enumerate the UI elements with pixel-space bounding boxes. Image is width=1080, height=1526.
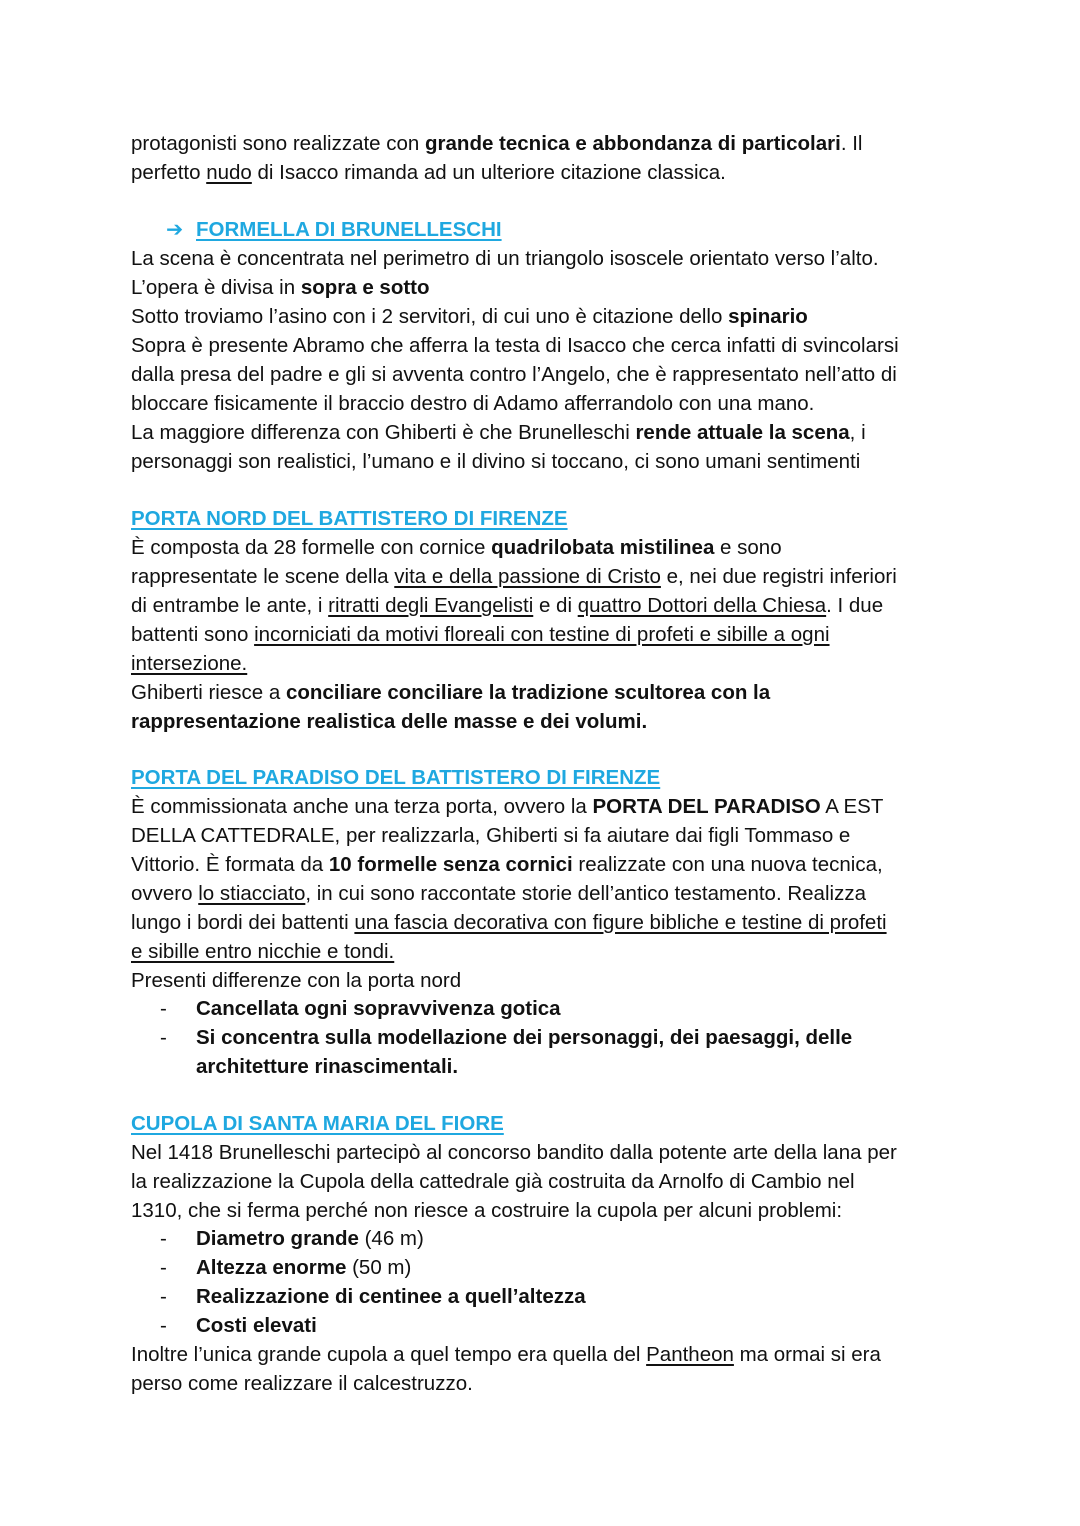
porta-paradiso-line-1: È commissionata anche una terza porta, ovvero la PORTA DEL PARADISO A EST: [131, 795, 884, 818]
brunelleschi-line-6: bloccare fisicamente il braccio destro di Adamo afferrandolo con una mano.: [131, 392, 815, 415]
porta-nord-line-7: rappresentazione realistica delle masse e dei volumi.: [131, 710, 648, 733]
cupola-heading: CUPOLA DI SANTA MARIA DEL FIORE: [131, 1112, 504, 1135]
brunelleschi-title: FORMELLA DI BRUNELLESCHI: [196, 218, 502, 241]
porta-paradiso-line-3: Vittorio. È formata da 10 formelle senza cornici realizzate con una nuova tecnica,: [131, 853, 883, 876]
brunelleschi-heading: [166, 215, 502, 244]
cupola-line-4: Inoltre l’unica grande cupola a quel tempo era quella del Pantheon ma ormai si era: [131, 1343, 881, 1366]
cupola-line-5: perso come realizzare il calcestruzzo.: [131, 1372, 473, 1395]
arrow-right-icon: ➔: [166, 218, 184, 241]
porta-nord-line-2: rappresentate le scene della vita e della passione di Cristo e, nei due registri inferiori: [131, 565, 897, 588]
porta-paradiso-heading: PORTA DEL PARADISO DEL BATTISTERO DI FIRENZE: [131, 766, 661, 789]
porta-nord-heading: PORTA NORD DEL BATTISTERO DI FIRENZE: [131, 507, 568, 530]
porta-nord-line-4: battenti sono incorniciati da motivi floreali con testine di profeti e sibille a ogni: [131, 623, 830, 646]
intro-line-2: perfetto nudo di Isacco rimanda ad un ulteriore citazione classica.: [131, 161, 726, 184]
porta-nord-line-3: di entrambe le ante, i ritratti degli Evangelisti e di quattro Dottori della Chiesa. I due: [131, 594, 884, 617]
porta-nord-line-6: Ghiberti riesce a conciliare conciliare la tradizione scultorea con la: [131, 681, 771, 704]
brunelleschi-line-8: personaggi son realistici, l’umano e il divino si toccano, ci sono umani sentimenti: [131, 450, 861, 473]
list-item: - Si concentra sulla modellazione dei personaggi, dei paesaggi, delle: [160, 1026, 853, 1049]
porta-paradiso-line-5: lungo i bordi dei battenti una fascia decorativa con figure bibliche e testine di profeti: [131, 911, 887, 934]
brunelleschi-line-2: L’opera è divisa in sopra e sotto: [131, 276, 430, 299]
intro-underlined: nudo: [206, 161, 252, 184]
brunelleschi-line-4: Sopra è presente Abramo che afferra la testa di Isacco che cerca infatti di svincolarsi: [131, 334, 899, 357]
brunelleschi-line-7: La maggiore differenza con Ghiberti è che Brunelleschi rende attuale la scena, i: [131, 421, 866, 444]
list-item: - Diametro grande (46 m): [160, 1227, 424, 1250]
porta-paradiso-line-6: e sibille entro nicchie e tondi.: [131, 940, 395, 963]
cupola-line-3: 1310, che si ferma perché non riesce a costruire la cupola per alcuni problemi:: [131, 1199, 843, 1222]
list-item: - Cancellata ogni sopravvivenza gotica: [160, 997, 561, 1020]
list-item-continuation: architetture rinascimentali.: [196, 1055, 459, 1078]
porta-paradiso-line-4: ovvero lo stiacciato, in cui sono raccontate storie dell’antico testamento. Realizza: [131, 882, 866, 905]
porta-paradiso-line-2: DELLA CATTEDRALE, per realizzarla, Ghiberti si fa aiutare dai figli Tommaso e: [131, 824, 851, 847]
intro-bold: grande tecnica e abbondanza di particolari: [425, 132, 841, 155]
cupola-line-1: Nel 1418 Brunelleschi partecipò al concorso bandito dalla potente arte della lana per: [131, 1141, 897, 1164]
porta-nord-line-1: È composta da 28 formelle con cornice quadrilobata mistilinea e sono: [131, 536, 782, 559]
brunelleschi-line-1: La scena è concentrata nel perimetro di un triangolo isoscele orientato verso l’alto.: [131, 247, 879, 270]
porta-nord-line-5: intersezione.: [131, 652, 248, 675]
list-item: - Realizzazione di centinee a quell’altezza: [160, 1285, 586, 1308]
brunelleschi-line-5: dalla presa del padre e gli si avventa contro l’Angelo, che è rappresentato nell’atto di: [131, 363, 897, 386]
cupola-line-2: la realizzazione la Cupola della cattedrale già costruita da Arnolfo di Cambio nel: [131, 1170, 855, 1193]
list-item: - Altezza enorme (50 m): [160, 1256, 412, 1279]
intro-line-1: protagonisti sono realizzate con grande tecnica e abbondanza di particolari. Il: [131, 132, 863, 155]
porta-paradiso-line-7: Presenti differenze con la porta nord: [131, 969, 462, 992]
list-item: - Costi elevati: [160, 1314, 317, 1337]
brunelleschi-line-3: Sotto troviamo l’asino con i 2 servitori, di cui uno è citazione dello spinario: [131, 305, 808, 328]
